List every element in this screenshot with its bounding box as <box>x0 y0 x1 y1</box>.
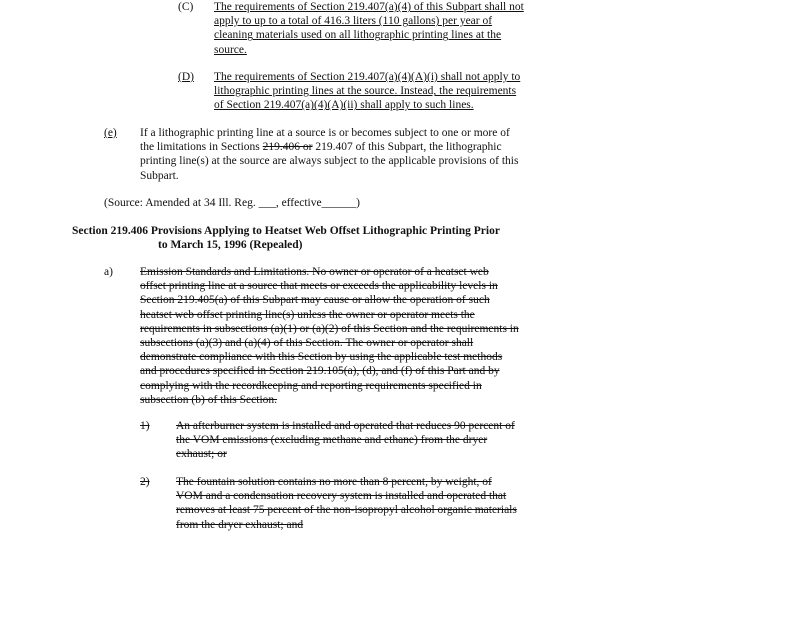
item-e-line-4: Subpart. <box>140 169 179 182</box>
item-2-label: 2) <box>140 476 150 488</box>
item-a-line-4: heatset web offset printing line(s) unless the owner or operator meets the <box>140 308 475 321</box>
item-d-label: (D) <box>178 71 194 83</box>
item-d-text <box>214 70 554 113</box>
item-a-line-10: subsection (b) of this Section. <box>140 393 278 406</box>
item-e-line-3: printing line(s) at the source are always subject to the applicable provisions of this <box>140 155 519 168</box>
item-c-line-1: The requirements of Section 219.407(a)(4) of this Subpart shall not <box>214 1 524 13</box>
source-note: (Source: Amended at 34 Ill. Reg. ___, effective______) <box>104 197 360 209</box>
item-2-line-4: from the dryer exhaust; and <box>176 518 304 531</box>
item-c-line-3: cleaning materials used on all lithographic printing lines at the <box>214 29 502 42</box>
item-1-text <box>176 419 556 462</box>
struck-text: 219.406 or <box>262 141 313 154</box>
item-a-label: a) <box>104 266 113 278</box>
item-e-text <box>140 126 560 183</box>
item-a-line-6: subsections (a)(3) and (a)(4) of this Section. The owner or operator shall <box>140 337 474 350</box>
item-1-line-1: An afterburner system is installed and operated that reduces 90 percent of <box>176 420 515 432</box>
item-d-line-1: The requirements of Section 219.407(a)(4)(A)(i) shall not apply to <box>214 71 521 83</box>
item-a-line-9: complying with the recordkeeping and reporting requirements specified in <box>140 379 482 392</box>
item-c-line-4: source. <box>214 43 247 56</box>
section-heading <box>72 224 552 252</box>
item-d-line-2: lithographic printing lines at the source. Instead, the requirements <box>214 85 517 98</box>
item-1-line-2: the VOM emissions (excluding methane and ethane) from the dryer <box>176 434 488 447</box>
item-2-line-1: The fountain solution contains no more than 8 percent, by weight, of <box>176 476 492 488</box>
item-1-label: 1) <box>140 420 150 432</box>
section-heading-line-1: Section 219.406 Provisions Applying to Heatset Web Offset Lithographic Printing Prior <box>72 225 500 237</box>
item-e-line-1: If a lithographic printing line at a source is or becomes subject to one or more of <box>140 127 510 139</box>
item-a-line-3: Section 219.405(a) of this Subpart may cause or allow the operation of such <box>140 294 490 307</box>
item-c-text <box>214 0 554 57</box>
item-e-line-2: the limitations in Sections 219.406 or 219.407 of this Subpart, the lithographic <box>140 141 502 154</box>
item-a-line-7: demonstrate compliance with this Section by using the applicable test methods <box>140 351 503 364</box>
item-e-label: (e) <box>104 127 117 139</box>
item-a-line-8: and procedures specified in Section 219.105(a), (d), and (f) of this Part and by <box>140 365 500 378</box>
item-c-label: (C) <box>178 1 194 13</box>
item-a-text <box>140 265 560 407</box>
section-heading-line-2: to March 15, 1996 (Repealed) <box>158 239 303 252</box>
item-2-text <box>176 475 556 532</box>
item-2-line-2: VOM and a condensation recovery system is installed and operated that <box>176 490 507 503</box>
item-1-line-3: exhaust; or <box>176 448 227 461</box>
item-d-line-3: of Section 219.407(a)(4)(A)(ii) shall apply to such lines. <box>214 99 474 112</box>
item-2-line-3: removes at least 75 percent of the non-isopropyl alcohol organic materials <box>176 504 517 517</box>
item-a-line-5: requirements in subsections (a)(1) or (a)(2) of this Section and the requirements in <box>140 322 519 335</box>
item-a-line-1: Emission Standards and Limitations. No owner or operator of a heatset web <box>140 266 489 278</box>
item-a-line-2: offset printing line at a source that meets or exceeds the applicability levels in <box>140 280 498 293</box>
item-c-line-2: apply to up to a total of 416.3 liters (110 gallons) per year of <box>214 15 493 28</box>
